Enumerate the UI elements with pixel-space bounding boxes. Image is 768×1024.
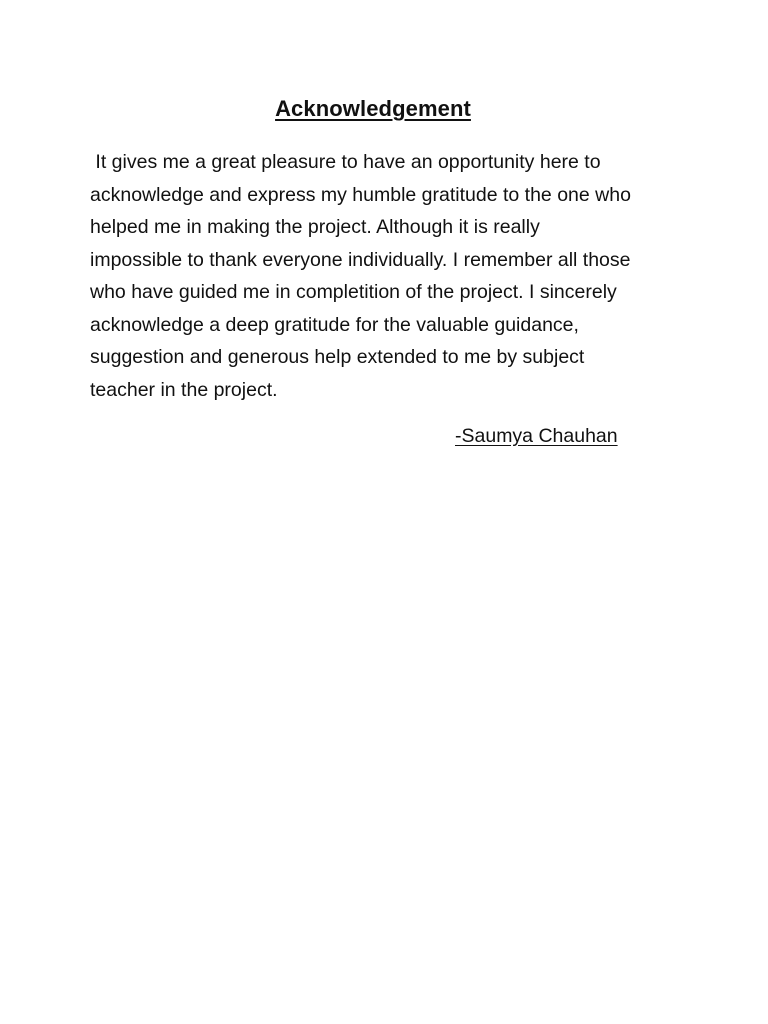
body-line: impossible to thank everyone individually. I remember all those bbox=[90, 248, 631, 271]
page-title: Acknowledgement bbox=[275, 96, 471, 121]
body-line: suggestion and generous help extended to me by subject bbox=[90, 346, 585, 368]
body-line: who have guided me in completition of the project. I sincerely bbox=[90, 281, 617, 303]
body-line: It gives me a great pleasure to have an opportunity here to bbox=[90, 151, 601, 173]
author-signature: -Saumya Chauhan bbox=[455, 425, 618, 447]
acknowledgement-body bbox=[90, 146, 690, 406]
body-line: acknowledge a deep gratitude for the valuable guidance, bbox=[90, 313, 579, 336]
body-line: acknowledge and express my humble gratitude to the one who bbox=[90, 183, 631, 206]
body-line: helped me in making the project. Although it is really bbox=[90, 216, 540, 238]
body-line: teacher in the project. bbox=[90, 378, 278, 401]
